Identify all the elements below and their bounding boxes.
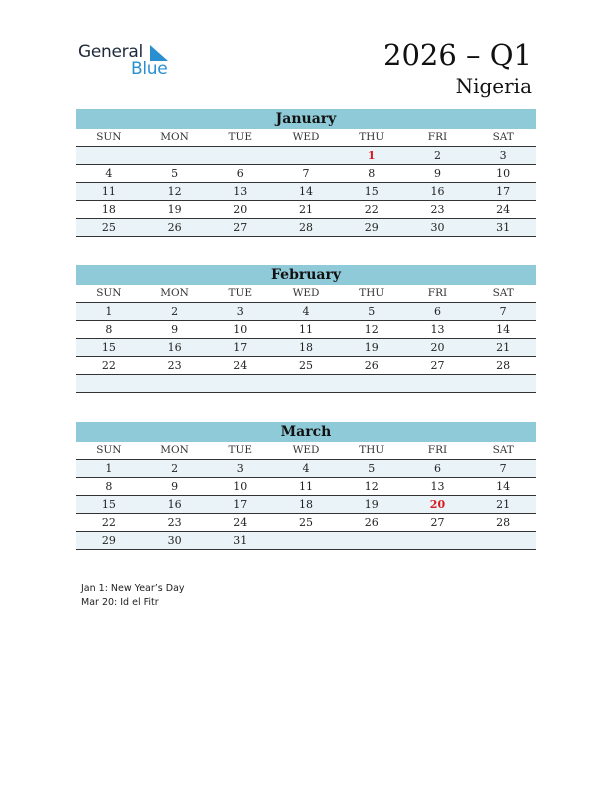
week-row <box>76 339 536 357</box>
weekday-header-row <box>76 129 536 147</box>
weekday-label: SAT <box>492 287 514 299</box>
week-row <box>76 201 536 219</box>
day-cell: 2 <box>171 305 179 318</box>
day-cell: 25 <box>101 221 116 234</box>
month-february <box>76 265 536 393</box>
day-cell: 10 <box>496 167 511 180</box>
weekday-label: WED <box>292 287 320 299</box>
logo-text-general: General <box>78 42 143 62</box>
weekday-label: SUN <box>96 131 122 143</box>
day-cell: 14 <box>496 323 511 336</box>
month-header: February <box>76 265 536 285</box>
day-cell: 5 <box>171 167 179 180</box>
weekday-label: SUN <box>96 287 122 299</box>
day-cell: 21 <box>496 341 511 354</box>
day-cell: 18 <box>299 498 314 511</box>
day-cell: 24 <box>233 359 248 372</box>
day-cell: 8 <box>105 323 113 336</box>
day-cell: 3 <box>499 149 507 162</box>
day-cell: 28 <box>496 359 511 372</box>
week-row <box>76 183 536 201</box>
weekday-label: SUN <box>96 444 122 456</box>
day-cell <box>207 147 273 164</box>
day-cell: 5 <box>368 462 376 475</box>
day-cell <box>207 375 273 392</box>
weekday-label: MON <box>160 131 189 143</box>
week-row <box>76 219 536 237</box>
day-cell: 18 <box>101 203 116 216</box>
day-cell: 19 <box>364 498 379 511</box>
week-row <box>76 357 536 375</box>
day-cell <box>273 532 339 549</box>
day-cell: 26 <box>364 359 379 372</box>
weekday-label: TUE <box>228 131 253 143</box>
week-row <box>76 532 536 550</box>
weekday-label: TUE <box>228 287 253 299</box>
day-cell: 8 <box>105 480 113 493</box>
day-cell: 3 <box>236 305 244 318</box>
day-cell: 6 <box>236 167 244 180</box>
day-cell: 16 <box>430 185 445 198</box>
day-cell: 3 <box>236 462 244 475</box>
weekday-label: THU <box>359 131 385 143</box>
day-cell: 20 <box>430 341 445 354</box>
day-cell: 29 <box>101 534 116 547</box>
day-cell: 2 <box>433 149 441 162</box>
day-cell: 23 <box>167 516 182 529</box>
holiday-notes <box>81 582 185 610</box>
day-cell: 19 <box>364 341 379 354</box>
day-cell: 17 <box>233 341 248 354</box>
day-cell: 12 <box>364 480 379 493</box>
day-cell <box>339 375 405 392</box>
day-cell: 25 <box>299 516 314 529</box>
holiday-day-cell: 20 <box>429 498 446 511</box>
day-cell: 4 <box>302 462 310 475</box>
day-cell: 25 <box>299 359 314 372</box>
day-cell: 4 <box>302 305 310 318</box>
weekday-label: THU <box>359 444 385 456</box>
day-cell: 4 <box>105 167 113 180</box>
day-cell: 22 <box>101 359 116 372</box>
day-cell <box>76 147 142 164</box>
holiday-note: Jan 1: New Year’s Day <box>81 583 185 594</box>
day-cell: 11 <box>299 323 314 336</box>
day-cell: 11 <box>101 185 116 198</box>
day-cell <box>405 375 471 392</box>
day-cell: 30 <box>167 534 182 547</box>
day-cell: 30 <box>430 221 445 234</box>
week-row <box>76 514 536 532</box>
week-row <box>76 165 536 183</box>
day-cell: 1 <box>105 462 113 475</box>
day-cell: 10 <box>233 480 248 493</box>
weekday-label: FRI <box>427 287 448 299</box>
day-cell: 7 <box>302 167 310 180</box>
day-cell: 13 <box>233 185 248 198</box>
week-row <box>76 460 536 478</box>
day-cell: 24 <box>233 516 248 529</box>
week-row <box>76 496 536 514</box>
day-cell: 9 <box>433 167 441 180</box>
day-cell: 22 <box>101 516 116 529</box>
holiday-day-cell: 1 <box>367 149 376 162</box>
day-cell: 27 <box>430 359 445 372</box>
day-cell: 26 <box>364 516 379 529</box>
day-cell: 27 <box>430 516 445 529</box>
day-cell <box>142 147 208 164</box>
day-cell: 5 <box>368 305 376 318</box>
weekday-header-row <box>76 285 536 303</box>
day-cell: 18 <box>299 341 314 354</box>
day-cell <box>470 375 536 392</box>
day-cell: 28 <box>496 516 511 529</box>
week-row <box>76 147 536 165</box>
day-cell: 17 <box>496 185 511 198</box>
weekday-label: MON <box>160 444 189 456</box>
generalblue-logo <box>78 42 178 78</box>
day-cell: 15 <box>364 185 379 198</box>
day-cell: 8 <box>368 167 376 180</box>
week-row <box>76 375 536 393</box>
day-cell <box>273 375 339 392</box>
week-row <box>76 303 536 321</box>
day-cell: 2 <box>171 462 179 475</box>
day-cell: 22 <box>364 203 379 216</box>
day-cell: 16 <box>167 341 182 354</box>
day-cell: 15 <box>101 498 116 511</box>
weekday-header-row <box>76 442 536 460</box>
day-cell: 29 <box>364 221 379 234</box>
day-cell: 9 <box>171 480 179 493</box>
day-cell: 15 <box>101 341 116 354</box>
day-cell: 17 <box>233 498 248 511</box>
day-cell: 14 <box>496 480 511 493</box>
weekday-label: SAT <box>492 131 514 143</box>
day-cell: 12 <box>167 185 182 198</box>
day-cell <box>142 375 208 392</box>
day-cell: 13 <box>430 323 445 336</box>
week-row <box>76 321 536 339</box>
day-cell <box>339 532 405 549</box>
day-cell: 6 <box>433 305 441 318</box>
day-cell: 21 <box>299 203 314 216</box>
day-cell <box>405 532 471 549</box>
month-header: January <box>76 109 536 129</box>
weekday-label: FRI <box>427 444 448 456</box>
weekday-label: WED <box>292 444 320 456</box>
weekday-label: THU <box>359 287 385 299</box>
day-cell: 23 <box>430 203 445 216</box>
month-january <box>76 109 536 237</box>
day-cell: 11 <box>299 480 314 493</box>
day-cell: 9 <box>171 323 179 336</box>
holiday-note: Mar 20: Id el Fitr <box>81 597 159 608</box>
day-cell: 27 <box>233 221 248 234</box>
country-name: Nigeria <box>455 74 532 98</box>
weekday-label: MON <box>160 287 189 299</box>
page-title: 2026 – Q1 <box>383 38 532 72</box>
day-cell <box>470 532 536 549</box>
day-cell: 26 <box>167 221 182 234</box>
day-cell: 7 <box>499 305 507 318</box>
weekday-label: SAT <box>492 444 514 456</box>
day-cell: 19 <box>167 203 182 216</box>
week-row <box>76 478 536 496</box>
weekday-label: FRI <box>427 131 448 143</box>
day-cell <box>76 375 142 392</box>
day-cell: 13 <box>430 480 445 493</box>
weekday-label: TUE <box>228 444 253 456</box>
day-cell: 20 <box>233 203 248 216</box>
day-cell: 24 <box>496 203 511 216</box>
month-march <box>76 422 536 550</box>
day-cell: 12 <box>364 323 379 336</box>
day-cell: 1 <box>105 305 113 318</box>
day-cell: 21 <box>496 498 511 511</box>
logo-text-blue: Blue <box>131 59 168 79</box>
day-cell: 31 <box>496 221 511 234</box>
day-cell: 6 <box>433 462 441 475</box>
day-cell: 14 <box>299 185 314 198</box>
day-cell: 16 <box>167 498 182 511</box>
day-cell <box>273 147 339 164</box>
day-cell: 10 <box>233 323 248 336</box>
day-cell: 7 <box>499 462 507 475</box>
weekday-label: WED <box>292 131 320 143</box>
day-cell: 31 <box>233 534 248 547</box>
day-cell: 23 <box>167 359 182 372</box>
month-header: March <box>76 422 536 442</box>
day-cell: 28 <box>299 221 314 234</box>
